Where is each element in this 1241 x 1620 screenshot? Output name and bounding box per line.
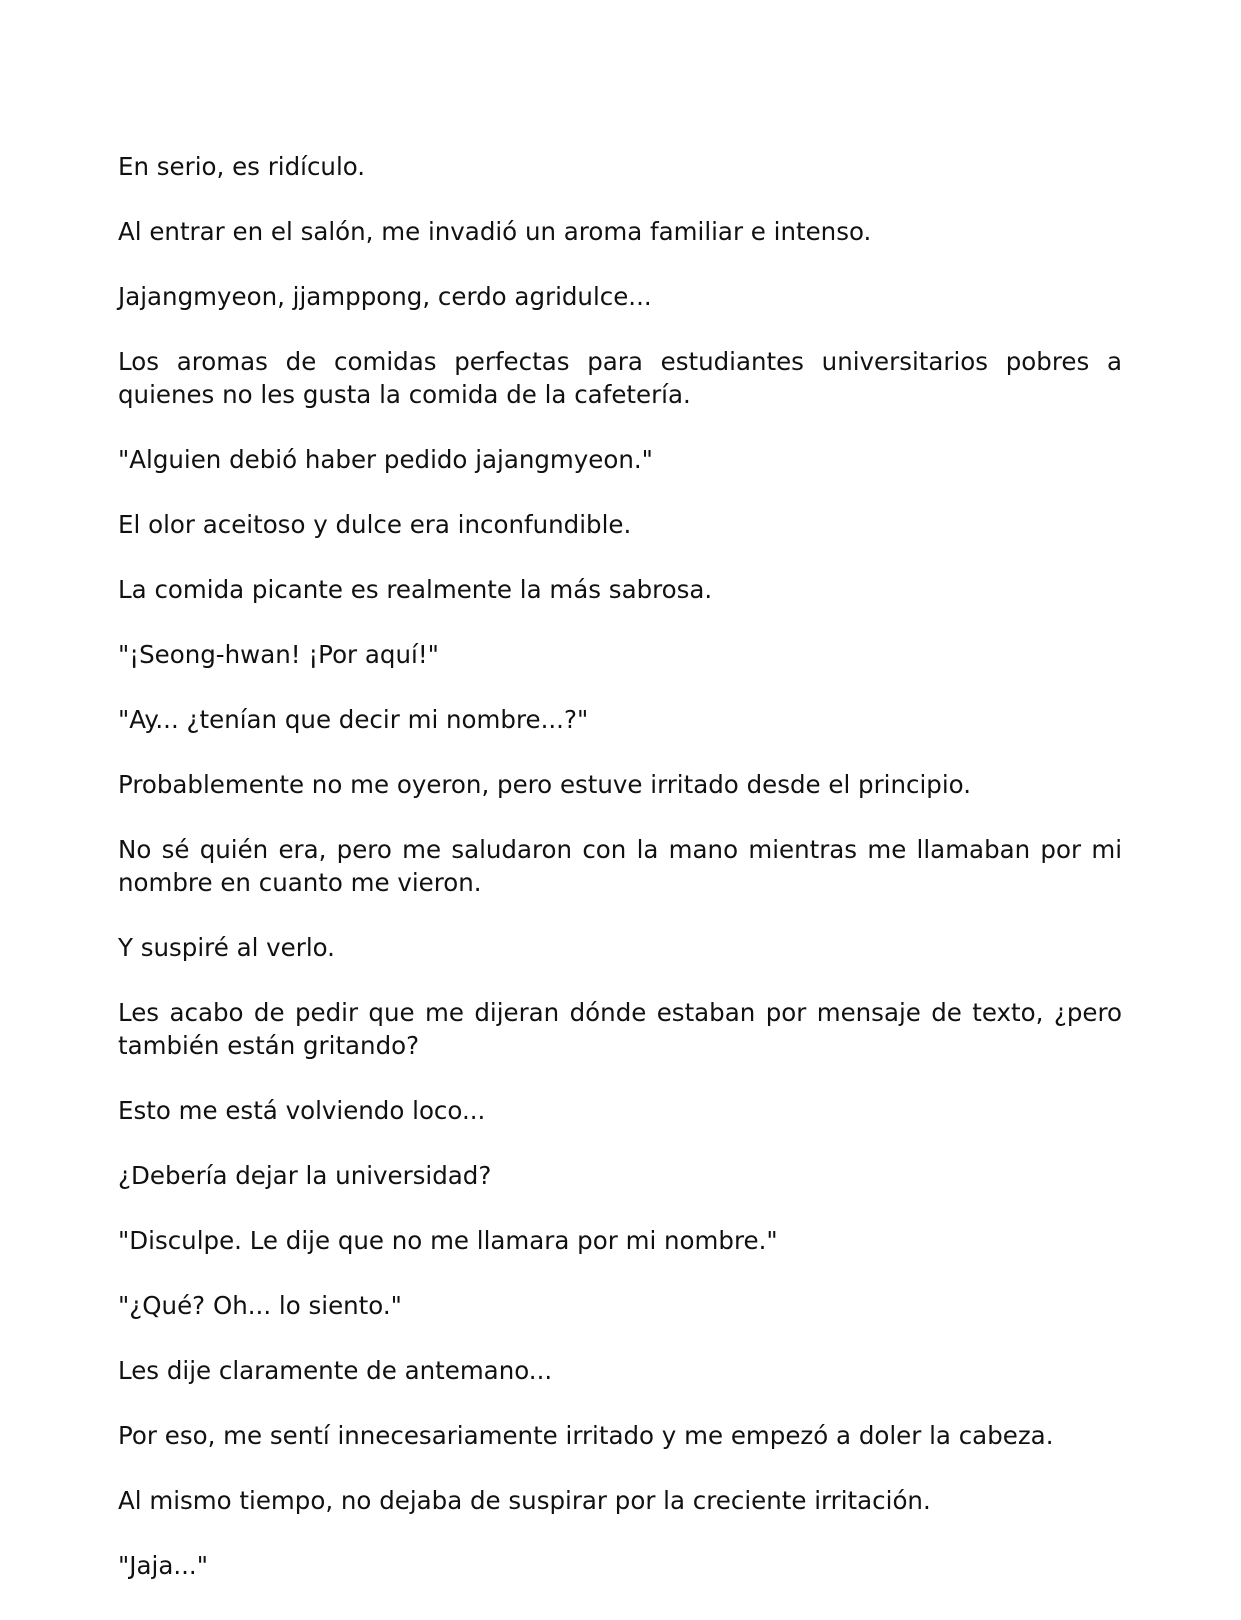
paragraph: Los aromas de comidas perfectas para estudiantes universitarios pobres a quienes no les gusta la comida de la cafetería. xyxy=(118,347,1122,409)
paragraph: "¿Qué? Oh... lo siento." xyxy=(118,1291,402,1320)
paragraph: "Ay... ¿tenían que decir mi nombre...?" xyxy=(118,705,589,734)
paragraph: Esto me está volviendo loco... xyxy=(118,1096,486,1125)
paragraph: "¡Seong-hwan! ¡Por aquí!" xyxy=(118,640,439,669)
paragraph: Probablemente no me oyeron, pero estuve irritado desde el principio. xyxy=(118,770,971,799)
paragraph: "Alguien debió haber pedido jajangmyeon." xyxy=(118,445,653,474)
paragraph: Y suspiré al verlo. xyxy=(118,933,335,962)
paragraph: En serio, es ridículo. xyxy=(118,152,366,181)
paragraph: Al mismo tiempo, no dejaba de suspirar por la creciente irritación. xyxy=(118,1486,931,1515)
paragraph: La comida picante es realmente la más sabrosa. xyxy=(118,575,713,604)
paragraph: Por eso, me sentí innecesariamente irritado y me empezó a doler la cabeza. xyxy=(118,1421,1054,1450)
paragraph: Les dije claramente de antemano... xyxy=(118,1356,553,1385)
paragraph: Jajangmyeon, jjamppong, cerdo agridulce... xyxy=(118,282,652,311)
document-body xyxy=(118,150,1122,1582)
paragraph: Al entrar en el salón, me invadió un aroma familiar e intenso. xyxy=(118,217,872,246)
paragraph: "Disculpe. Le dije que no me llamara por mi nombre." xyxy=(118,1226,778,1255)
paragraph: "Jaja..." xyxy=(118,1551,208,1580)
paragraph: ¿Debería dejar la universidad? xyxy=(118,1161,492,1190)
paragraph: No sé quién era, pero me saludaron con la mano mientras me llamaban por mi nombre en cuanto me vieron. xyxy=(118,835,1122,897)
paragraph: Les acabo de pedir que me dijeran dónde estaban por mensaje de texto, ¿pero también están gritando? xyxy=(118,998,1122,1060)
paragraph: El olor aceitoso y dulce era inconfundible. xyxy=(118,510,632,539)
